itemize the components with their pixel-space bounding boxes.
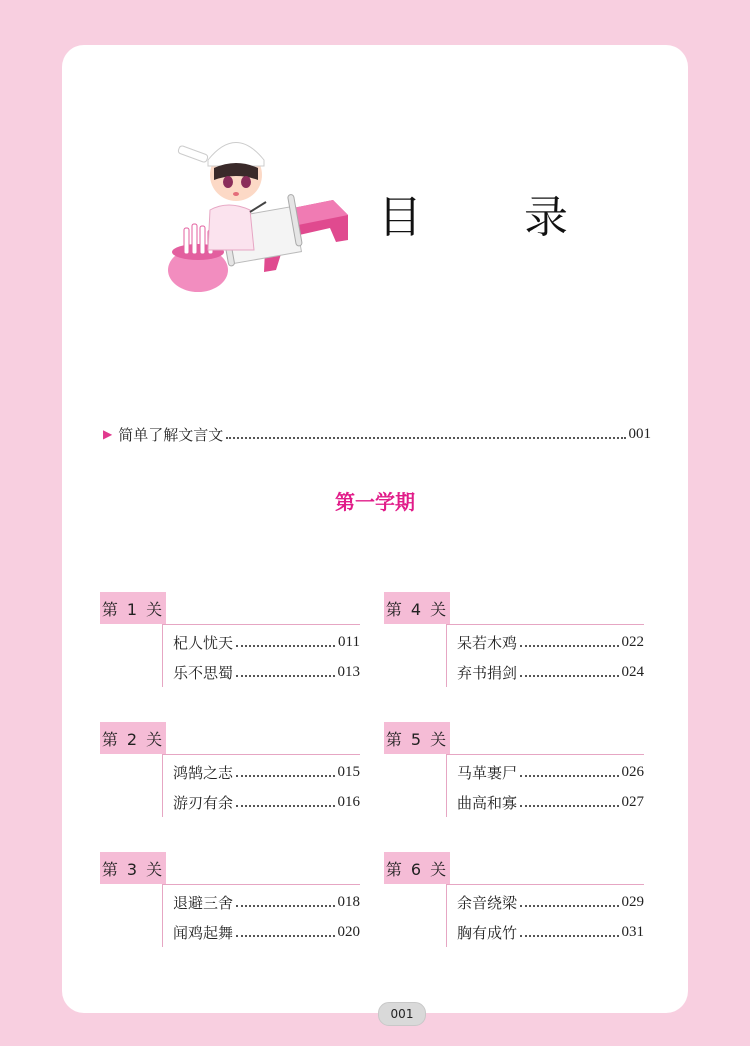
toc-entry[interactable]: [447, 917, 644, 947]
entry-title: 乐不思蜀: [173, 663, 234, 682]
level-group: [384, 592, 644, 687]
entry-title: 游刃有余: [173, 793, 234, 812]
dot-leader: [520, 897, 618, 907]
entry-title: 鸿鹄之志: [173, 763, 234, 782]
toc-entry[interactable]: [163, 917, 360, 947]
scholar-mascot-illustration: [158, 120, 356, 300]
dot-leader: [520, 927, 618, 937]
intro-label: 简单了解文言文: [118, 425, 224, 444]
entry-page: 026: [621, 763, 644, 780]
dot-leader: [520, 637, 618, 647]
entry-page: 031: [621, 923, 644, 940]
dot-leader: [236, 927, 334, 937]
dot-leader: [236, 797, 334, 807]
entry-page: 020: [337, 923, 360, 940]
entry-page: 011: [338, 633, 360, 650]
dot-leader: [236, 897, 334, 907]
level-group: [100, 852, 360, 947]
toc-title: 目 录: [378, 192, 612, 243]
level-items: [162, 624, 360, 687]
dot-leader: [520, 667, 618, 677]
level-tag: 第 3 关: [100, 852, 166, 884]
entry-title: 余音绕梁: [457, 893, 518, 912]
entry-title: 曲高和寡: [457, 793, 518, 812]
dot-leader: [520, 767, 618, 777]
toc-entry[interactable]: [163, 787, 360, 817]
level-items: [446, 884, 644, 947]
entry-page: 022: [621, 633, 644, 650]
entry-page: 016: [337, 793, 360, 810]
level-group: [100, 592, 360, 687]
toc-entry[interactable]: [163, 627, 360, 657]
level-tag: 第 2 关: [100, 722, 166, 754]
intro-entry[interactable]: [103, 424, 651, 444]
entry-title: 闻鸡起舞: [173, 923, 234, 942]
level-items: [162, 754, 360, 817]
level-items: [162, 884, 360, 947]
entry-page: 013: [337, 663, 360, 680]
toc-entry[interactable]: [447, 787, 644, 817]
intro-page: 001: [628, 425, 651, 442]
toc-entry[interactable]: [447, 627, 644, 657]
entry-page: 027: [621, 793, 644, 810]
level-items: [446, 754, 644, 817]
level-tag: 第 5 关: [384, 722, 450, 754]
level-group: [100, 722, 360, 817]
level-tag: 第 6 关: [384, 852, 450, 884]
dot-leader: [226, 429, 625, 439]
entry-title: 退避三舍: [173, 893, 234, 912]
entry-title: 弃书捐剑: [457, 663, 518, 682]
entry-title: 呆若木鸡: [457, 633, 518, 652]
entry-page: 024: [621, 663, 644, 680]
level-group: [384, 852, 644, 947]
dot-leader: [236, 637, 335, 647]
level-group: [384, 722, 644, 817]
entry-page: 018: [337, 893, 360, 910]
entry-page: 029: [621, 893, 644, 910]
toc-entry[interactable]: [163, 657, 360, 687]
entry-page: 015: [337, 763, 360, 780]
toc-entry[interactable]: [447, 657, 644, 687]
toc-entry[interactable]: [163, 887, 360, 917]
dot-leader: [520, 797, 618, 807]
page-number-badge: 001: [378, 1002, 426, 1026]
entry-title: 杞人忧天: [173, 633, 234, 652]
level-tag: 第 1 关: [100, 592, 166, 624]
toc-entry[interactable]: [163, 757, 360, 787]
semester-heading: 第一学期: [335, 490, 415, 514]
entry-title: 马革裹尸: [457, 763, 518, 782]
dot-leader: [236, 667, 334, 677]
level-items: [446, 624, 644, 687]
toc-entry[interactable]: [447, 757, 644, 787]
toc-entry[interactable]: [447, 887, 644, 917]
entry-title: 胸有成竹: [457, 923, 518, 942]
triangle-bullet-icon: ▶: [103, 427, 113, 441]
level-tag: 第 4 关: [384, 592, 450, 624]
dot-leader: [236, 767, 334, 777]
